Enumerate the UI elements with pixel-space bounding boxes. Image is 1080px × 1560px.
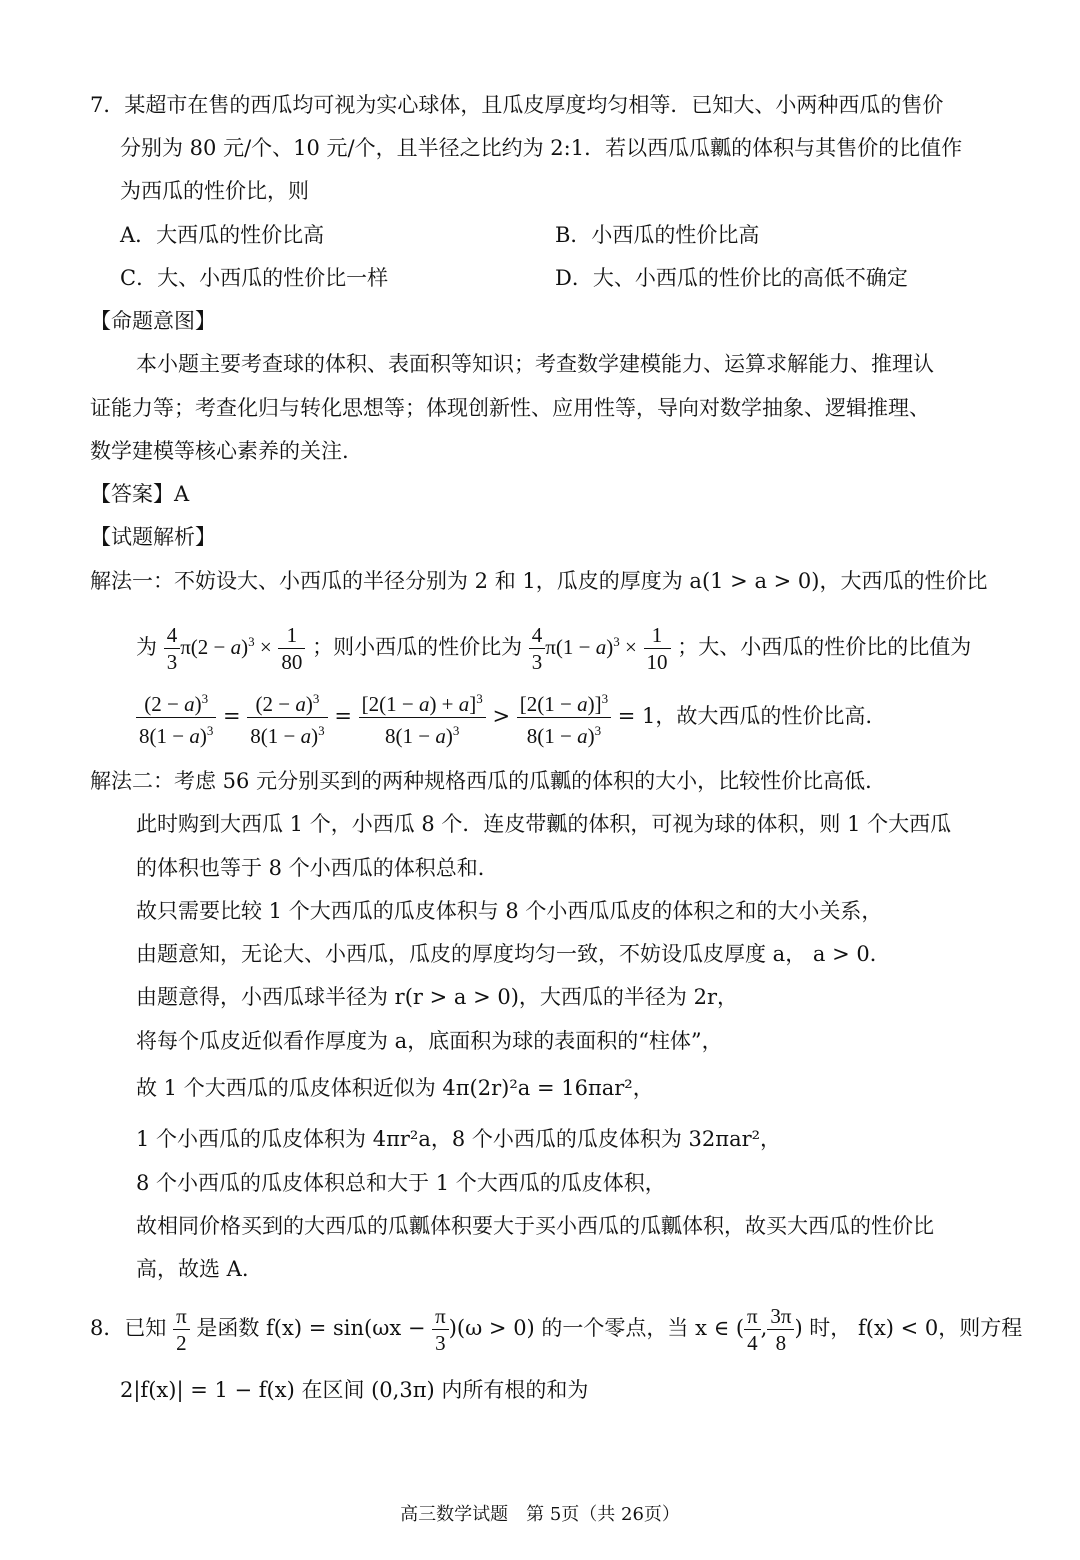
fraction-four-thirds: $\frac{4}{3}$ [164, 622, 181, 675]
method1-l2-prefix: 为 [136, 635, 157, 659]
method2-line-9: 1 个小西瓜的瓜皮体积为 4πr²a，8 个小西瓜的瓜皮体积为 32πar²， [136, 1127, 782, 1151]
q8-mid3: ) 时， f(x) < 0，则方程 [794, 1316, 1023, 1340]
ratio-fraction-1: $\frac{(2 - a)^3}{8(1 - a)^3}$ [136, 686, 216, 749]
q7-option-a: A．大西瓜的性价比高 [120, 223, 325, 247]
fraction-pi-over-4: $\frac{\pi}{4}$ [744, 1303, 761, 1356]
q7-stem-line-1: 7．某超市在售的西瓜均可视为实心球体，且瓜皮厚度均匀相等．已知大、小两种西瓜的售价 [90, 93, 944, 117]
method1-l3-tail: ，故大西瓜的性价比高. [655, 704, 873, 728]
method1-l2-suffix: ；大、小西瓜的性价比的比值为 [677, 635, 972, 659]
q7-option-b: B．小西瓜的性价比高 [555, 223, 760, 247]
fraction-four-thirds-2: $\frac{4}{3}$ [529, 622, 546, 675]
method2-line-2: 此时购到大西瓜 1 个，小西瓜 8 个．连皮带瓤的体积，可视为球的体积，则 1 个大西瓜 [136, 812, 952, 836]
q8-stem-line-1: 8．已知 $\frac{\pi}{2}$ 是函数 f(x) = sin(ωx − $\frac{\pi}{3}$ )(ω > 0) 的一个零点，当 x ∈ ( $\frac{\pi}{4}$ , $\frac{3\pi}{8}$ ) 时， f(x) < 0，则方程 [90, 1304, 1023, 1355]
method1-line-2: 为 $\frac{4}{3}$ $\pi(2 - a)^3$ × $\frac{1}{80}$ ；则小西瓜的性价比为 $\frac{4}{3}$ $\pi(1 - a)^3$ × $\frac{1}{10}$ ；大、小西瓜的性价比的比值为 [136, 623, 972, 674]
q8-stem-line-2: 2|f(x)| = 1 − f(x) 在区间 (0,3π) 内所有根的和为 [120, 1378, 589, 1402]
intent-line-1: 本小题主要考查球的体积、表面积等知识；考查数学建模能力、运算求解能力、推理认 [136, 352, 934, 376]
fraction-one-eightieth: $\frac{1}{80}$ [278, 622, 305, 675]
intent-header: 【命题意图】 [90, 309, 216, 333]
method2-line-1: 解法二：考虑 56 元分别买到的两种规格西瓜的瓜瓤的体积的大小，比较性价比高低． [90, 769, 887, 793]
q8-mid1: 是函数 f(x) = sin(ωx − [196, 1316, 426, 1340]
intent-line-3: 数学建模等核心素养的关注. [90, 439, 349, 463]
method2-line-11: 故相同价格买到的大西瓜的瓜瓤体积要大于买小西瓜的瓜瓤体积，故买大西瓜的性价比 [136, 1214, 934, 1238]
analysis-header: 【试题解析】 [90, 525, 216, 549]
method2-line-7: 将每个瓜皮近似看作厚度为 a，底面积为球的表面积的“柱体”， [136, 1029, 723, 1053]
method1-l2-middle: ；则小西瓜的性价比为 [312, 635, 523, 659]
q7-stem-line-3: 为西瓜的性价比，则 [120, 179, 309, 203]
method1-line-1: 解法一：不妨设大、小西瓜的半径分别为 2 和 1，瓜皮的厚度为 a(1 > a > 0)，大西瓜的性价比 [90, 569, 988, 593]
ratio-fraction-3: $\frac{[2(1 - a) + a]^3}{8(1 - a)^3}$ [359, 686, 486, 749]
q7-stem-line-2: 分别为 80 元/个、10 元/个，且半径之比约为 2:1．若以西瓜瓜瓤的体积与其售价的比值作 [120, 136, 963, 160]
method2-line-12: 高，故选 A. [136, 1257, 249, 1281]
page-footer: 高三数学试题 第 5页（共 26页） [400, 1504, 680, 1525]
intent-line-2: 证能力等；考查化归与转化思想等；体现创新性、应用性等，导向对数学抽象、逻辑推理、 [90, 396, 930, 420]
method2-line-4: 故只需要比较 1 个大西瓜的瓜皮体积与 8 个小西瓜瓜皮的体积之和的大小关系， [136, 899, 883, 923]
method2-line-5: 由题意知，无论大、小西瓜，瓜皮的厚度均匀一致，不妨设瓜皮厚度 a， a > 0． [136, 942, 891, 966]
q8-prefix: 8．已知 [90, 1316, 167, 1340]
fraction-pi-over-2: $\frac{\pi}{2}$ [173, 1303, 190, 1356]
ratio-fraction-2: $\frac{(2 - a)^3}{8(1 - a)^3}$ [247, 686, 327, 749]
method2-line-3: 的体积也等于 8 个小西瓜的体积总和． [136, 856, 499, 880]
fraction-3pi-over-8: $\frac{3\pi}{8}$ [767, 1303, 794, 1356]
answer: 【答案】A [90, 482, 190, 506]
q7-option-c: C．大、小西瓜的性价比一样 [120, 266, 389, 290]
q7-option-d: D．大、小西瓜的性价比的高低不确定 [555, 266, 908, 290]
fraction-one-tenth: $\frac{1}{10}$ [644, 622, 671, 675]
method2-line-6: 由题意得，小西瓜球半径为 r(r > a > 0)，大西瓜的半径为 2r， [136, 985, 738, 1009]
q8-mid2: )(ω > 0) 的一个零点，当 x ∈ ( [448, 1316, 745, 1340]
method2-line-8: 故 1 个大西瓜的瓜皮体积近似为 4π(2r)²a = 16πar²， [136, 1076, 654, 1100]
method2-line-10: 8 个小西瓜的瓜皮体积总和大于 1 个大西瓜的瓜皮体积， [136, 1171, 666, 1195]
ratio-fraction-4: $\frac{[2(1 - a)]^3}{8(1 - a)^3}$ [517, 686, 611, 749]
method1-line-3: $\frac{(2 - a)^3}{8(1 - a)^3}$ = $\frac{(2 - a)^3}{8(1 - a)^3}$ = $\frac{[2(1 - a) + a]^3}{8(1 - a)^3}$ > $\frac{[2(1 - a)]^3}{8(1 - a)^3}$ = 1，故大西瓜的性价比高. [136, 686, 872, 749]
fraction-pi-over-3: $\frac{\pi}{3}$ [432, 1303, 449, 1356]
